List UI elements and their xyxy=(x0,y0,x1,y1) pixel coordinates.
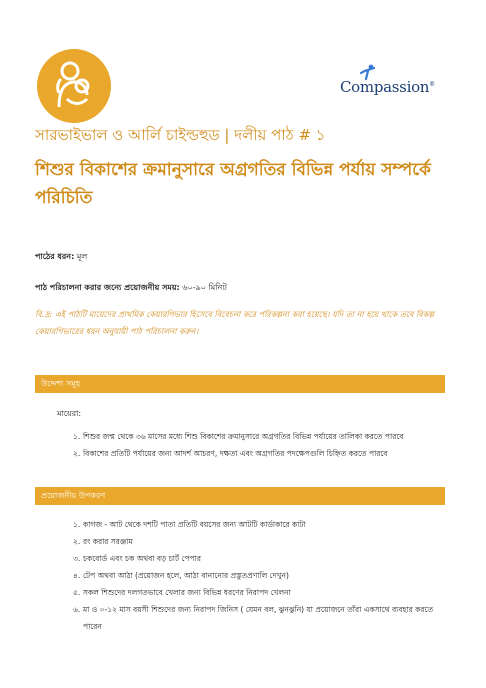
list-item xyxy=(73,533,453,550)
list-item xyxy=(73,584,453,601)
list-text: রং করার সরঞ্জাম xyxy=(83,537,133,546)
list-item xyxy=(73,601,453,635)
list-number: ৪. xyxy=(73,571,81,580)
lesson-duration xyxy=(35,282,227,295)
series-title: সারভাইভাল ও আর্লি চাইল্ডহুড | দলীয় পাঠ # ১ xyxy=(35,126,326,144)
list-number: ১. xyxy=(73,520,81,529)
list-text: টেপ অথবা আঠা (প্রয়োজন হলে, আঠা বানানোর প্রস্তুতপ্রণালি দেখুন) xyxy=(83,571,289,580)
materials-list xyxy=(73,516,453,635)
lesson-type-label: পাঠের ধরন: xyxy=(35,252,75,261)
lesson-duration-value: ৬০-৯০ মিনিট xyxy=(182,283,227,292)
objectives-list xyxy=(73,432,453,466)
lesson-title: শিশুর বিকাশের ক্রমানুসারে অগ্রগতির বিভিন্ন পর্যায় সম্পর্কে পরিচিতি xyxy=(35,160,431,208)
list-item xyxy=(73,432,453,449)
mother-child-logo-icon xyxy=(37,49,111,123)
list-text: মা ও ০-১২ মাস বয়সী শিশুদের জন্য নিরাপদ জিনিস ( যেমন বল, ঝুনঝুনি) যা প্রয়োজনে তাঁরা একসাথে ব্যবহার করতে পারেন xyxy=(83,605,434,631)
list-item xyxy=(73,516,453,533)
list-text: সকল শিশুদের দলগতভাবে খেলার জন্য বিভিন্ন ধরণের নিরাপদ খেলনা xyxy=(83,588,291,597)
list-number: ২. xyxy=(73,449,81,458)
list-item xyxy=(73,550,453,567)
list-item xyxy=(73,449,453,466)
brand-wordmark: Compassion® xyxy=(340,78,435,96)
objectives-intro: মায়েরা: xyxy=(57,409,82,418)
list-item xyxy=(73,567,453,584)
list-number: ২. xyxy=(73,537,81,546)
list-number: ৩. xyxy=(73,554,81,563)
list-text: কাগজ - আট থেকে দশটি পাতা প্রতিটি বয়সের জন্য আটটি কার্ডাকারে কাটা xyxy=(83,520,306,529)
list-number: ৬. xyxy=(73,605,81,614)
list-number: ১. xyxy=(73,432,81,441)
caregiver-note: বি.দ্র: এই পাঠটি মায়েদের প্রাথমিক কেয়ারগিভার হিসেবে বিবেচনা করে পরিকল্পনা করা হয়েছে। যদি তা না হয়ে থাকে তবে বিকল্প কেয়ারগিভারের ধরন অনুযায়ী পাঠ পরিচালনা করুন। xyxy=(35,310,435,336)
lesson-type-value: মূল xyxy=(76,252,88,261)
list-text: বিকাশের প্রতিটি পর্যায়ের জন্য আদর্শ আচরণ, দক্ষতা এবং অগ্রগতির পদক্ষেপগুলি চিহ্নিত করতে পারবে xyxy=(83,449,388,458)
lesson-type xyxy=(35,251,87,264)
compassion-logo xyxy=(340,64,450,104)
list-number: ৫. xyxy=(73,588,81,597)
list-text: চকবোর্ড এবং চক অথবা বড় চার্ট পেপার xyxy=(83,554,201,563)
lesson-duration-label: পাঠ পরিচালনা করার জন্যে প্রয়োজনীয় সময়: xyxy=(35,283,180,292)
materials-heading: প্রয়োজনীয় উপকরণ xyxy=(35,487,445,505)
list-text: শিশুর জন্ম থেকে ৩৬ মাসের মধ্যে শিশু বিকাশের ক্রমানুসারে অগ্রগতির বিভিন্ন পর্যায়ের তালিকা করতে পারবে xyxy=(83,432,404,441)
objectives-heading: উদ্দেশ্য সমূহ xyxy=(35,375,445,393)
